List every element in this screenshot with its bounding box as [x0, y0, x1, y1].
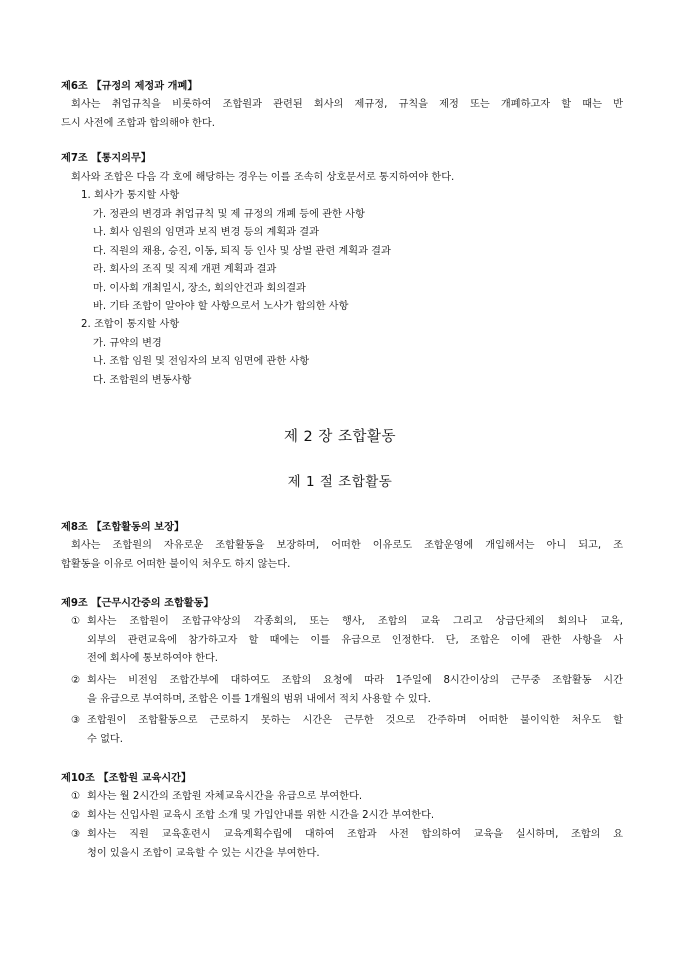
article-7-group-1-item: 가. 정관의 변경과 취업규칙 및 제 규정의 개폐 등에 관한 사항 [93, 209, 365, 220]
article-6-heading: 제6조 【규정의 제정과 개폐】 [61, 81, 198, 92]
article-7-group-1-item: 바. 기타 조합이 알아야 할 사항으로서 노사가 합의한 사항 [93, 301, 349, 312]
article-7-group-1-item: 마. 이사회 개최일시, 장소, 회의안건과 회의결과 [93, 283, 306, 294]
article-10-item-3-line-1: 회사는 직원 교육훈련시 교육계획수립에 대하여 조합과 사전 합의하여 교육을 실시하며, 조합의 요 [87, 829, 623, 840]
article-7-group-1-item: 나. 회사 임원의 임면과 보직 변경 등의 계획과 결과 [93, 227, 319, 238]
article-6-text-line-1: 회사는 취업규칙을 비롯하여 조합원과 관련된 회사의 제규정, 규칙을 제정 또는 개폐하고자 할 때는 반 [71, 99, 623, 110]
article-10-item-1-line-1: 회사는 월 2시간의 조합원 자체교육시간을 유급으로 부여한다. [87, 791, 363, 802]
section-title: 제 1 절 조합활동 [287, 474, 393, 490]
item-marker: ① [71, 616, 81, 627]
item-marker: ② [71, 675, 81, 686]
article-7-group-1-item: 다. 직원의 채용, 승진, 이동, 퇴직 등 인사 및 상벌 관련 계획과 결과 [93, 246, 391, 257]
article-6-text-line-2: 드시 사전에 조합과 합의해야 한다. [61, 118, 215, 129]
article-10-item-3-line-2: 청이 있을시 조합이 교육할 수 있는 시간을 부여한다. [87, 848, 320, 859]
article-9-item-2-line-2: 을 유급으로 부여하며, 조합은 이를 1개월의 범위 내에서 적치 사용할 수 있다. [87, 694, 431, 705]
article-7-group-2-item: 다. 조합원의 변동사항 [93, 375, 192, 386]
article-7-group-2-item: 나. 조합 임원 및 전임자의 보직 임면에 관한 사항 [93, 356, 310, 367]
article-10-heading: 제10조 【조합원 교육시간】 [61, 773, 192, 784]
article-9-item-1-line-2: 외부의 관련교육에 참가하고자 할 때에는 이를 유급으로 인정한다. 단, 조합은 이에 관한 사항을 사 [87, 635, 623, 646]
article-9-item-2-line-1: 회사는 비전임 조합간부에 대하여도 조합의 요청에 따라 1주일에 8시간이상의 근무중 조합활동 시간 [87, 675, 623, 686]
item-marker: ③ [71, 715, 81, 726]
article-10-item-2-line-1: 회사는 신입사원 교육시 조합 소개 및 가입안내를 위한 시간을 2시간 부여한다. [87, 810, 435, 821]
article-9-heading: 제9조 【근무시간중의 조합활동】 [61, 598, 214, 609]
article-7-group-1-item: 라. 회사의 조직 및 직제 개편 계획과 결과 [93, 264, 277, 275]
article-7-group-2-item: 가. 규약의 변경 [93, 338, 162, 349]
item-marker: ② [71, 810, 81, 821]
article-9-item-3-line-2: 수 없다. [87, 734, 123, 745]
article-9-item-3-line-1: 조합원이 조합활동으로 근로하지 못하는 시간은 근무한 것으로 간주하며 어떠한 불이익한 처우도 할 [87, 715, 623, 726]
article-7-group-2-title: 2. 조합이 통지할 사항 [81, 319, 180, 330]
article-9-item-1-line-1: 회사는 조합원이 조합규약상의 각종회의, 또는 행사, 조합의 교육 그리고 상급단체의 회의나 교육, [87, 616, 623, 627]
article-7-heading: 제7조 【통지의무】 [61, 153, 152, 164]
item-marker: ① [71, 791, 81, 802]
article-9-item-1-line-3: 전에 회사에 통보하여야 한다. [87, 653, 219, 664]
article-7-intro: 회사와 조합은 다음 각 호에 해당하는 경우는 이를 조속히 상호문서로 통지하여야 한다. [71, 172, 455, 183]
item-marker: ③ [71, 829, 81, 840]
article-8-text-line-2: 합활동을 이유로 어떠한 불이익 처우도 하지 않는다. [61, 559, 291, 570]
chapter-title: 제 2 장 조합활동 [283, 429, 397, 445]
article-8-text-line-1: 회사는 조합원의 자유로운 조합활동을 보장하며, 어떠한 이유로도 조합운영에 개입해서는 아니 되고, 조 [71, 540, 623, 551]
article-7-group-1-title: 1. 회사가 통지할 사항 [81, 190, 180, 201]
article-8-heading: 제8조 【조합활동의 보장】 [61, 522, 185, 533]
